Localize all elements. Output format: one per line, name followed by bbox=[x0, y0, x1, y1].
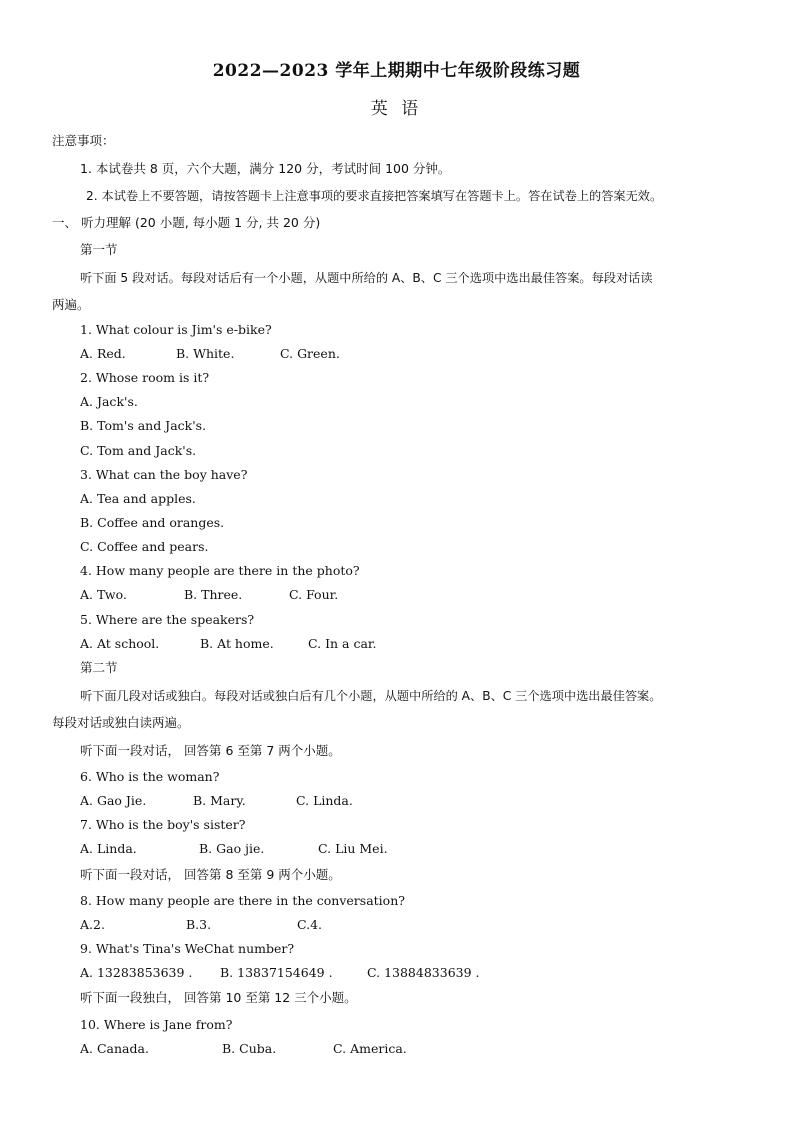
question-6-option-a: A. Gao Jie. bbox=[80, 793, 147, 808]
question-5-option-c: C. In a car. bbox=[308, 636, 377, 651]
group-1-instruction: 听下面一段对话， 回答第 6 至第 7 两个小题。 bbox=[80, 743, 341, 758]
question-2-option-b: B. Tom's and Jack's. bbox=[80, 418, 207, 433]
question-1-option-a: A. Red. bbox=[80, 346, 126, 361]
question-10-option-c: C. America. bbox=[333, 1041, 407, 1056]
question-1-option-c: C. Green. bbox=[280, 346, 340, 361]
question-3-option-b: B. Coffee and oranges. bbox=[80, 515, 225, 530]
question-5-option-a: A. At school. bbox=[80, 636, 160, 651]
notice-item-1: 1. 本试卷共 8 页，六个大题，满分 120 分，考试时间 100 分钟。 bbox=[80, 161, 451, 176]
question-10-option-b: B. Cuba. bbox=[222, 1041, 277, 1056]
question-9-option-a: A. 13283853639 . bbox=[80, 965, 193, 980]
question-7-stem: 7. Who is the boy's sister? bbox=[80, 817, 246, 832]
question-1-option-b: B. White. bbox=[176, 346, 235, 361]
question-1-stem: 1. What colour is Jim's e-bike? bbox=[80, 322, 272, 337]
question-10-option-a: A. Canada. bbox=[80, 1041, 149, 1056]
question-7-option-c: C. Liu Mei. bbox=[318, 841, 388, 856]
question-5-option-b: B. At home. bbox=[200, 636, 274, 651]
question-8-stem: 8. How many people are there in the conversation? bbox=[80, 893, 405, 908]
question-7-option-b: B. Gao jie. bbox=[199, 841, 265, 856]
section1-label: 第一节 bbox=[80, 242, 118, 257]
question-3-option-c: C. Coffee and pears. bbox=[80, 539, 209, 554]
question-4-option-a: A. Two. bbox=[80, 587, 127, 602]
part1-heading: 一、 听力理解 (20 小题, 每小题 1 分, 共 20 分) bbox=[52, 215, 321, 230]
question-3-option-a: A. Tea and apples. bbox=[80, 491, 196, 506]
question-6-option-b: B. Mary. bbox=[193, 793, 246, 808]
question-2-option-a: A. Jack's. bbox=[80, 394, 138, 409]
section2-instruction-line1: 听下面几段对话或独白。每段对话或独白后有几个小题，从题中所给的 A、B、C 三个选项中选出最佳答案。 bbox=[80, 689, 662, 703]
question-8-option-c: C.4. bbox=[297, 917, 323, 932]
question-8-option-b: B.3. bbox=[186, 917, 212, 932]
notice-label: 注意事项： bbox=[52, 133, 115, 148]
section2-label: 第二节 bbox=[80, 660, 118, 675]
question-9-stem: 9. What's Tina's WeChat number? bbox=[80, 941, 295, 956]
question-2-stem: 2. Whose room is it? bbox=[80, 370, 210, 385]
question-4-option-b: B. Three. bbox=[184, 587, 243, 602]
question-6-option-c: C. Linda. bbox=[296, 793, 353, 808]
exam-title: 2022—2023 学年上期期中七年级阶段练习题 bbox=[212, 61, 581, 81]
section1-instruction-line2: 两遍。 bbox=[52, 297, 90, 312]
question-2-option-c: C. Tom and Jack's. bbox=[80, 443, 197, 458]
question-9-option-c: C. 13884833639 . bbox=[367, 965, 480, 980]
question-4-option-c: C. Four. bbox=[289, 587, 339, 602]
question-7-option-a: A. Linda. bbox=[80, 841, 137, 856]
question-10-stem: 10. Where is Jane from? bbox=[80, 1017, 233, 1032]
question-5-stem: 5. Where are the speakers? bbox=[80, 612, 255, 627]
question-3-stem: 3. What can the boy have? bbox=[80, 467, 248, 482]
group-3-instruction: 听下面一段独白， 回答第 10 至第 12 三个小题。 bbox=[80, 990, 357, 1005]
notice-item-2: 2. 本试卷上不要答题，请按答题卡上注意事项的要求直接把答案填写在答题卡上。答在试卷上的答案无效。 bbox=[86, 189, 663, 203]
question-9-option-b: B. 13837154649 . bbox=[220, 965, 333, 980]
section1-instruction-line1: 听下面 5 段对话。每段对话后有一个小题，从题中所给的 A、B、C 三个选项中选出最佳答案。每段对话读 bbox=[80, 271, 653, 285]
section2-instruction-line2: 每段对话或独白读两遍。 bbox=[52, 715, 190, 730]
exam-subject: 英 语 bbox=[370, 99, 423, 119]
question-6-stem: 6. Who is the woman? bbox=[80, 769, 220, 784]
question-8-option-a: A.2. bbox=[80, 917, 105, 932]
question-4-stem: 4. How many people are there in the photo? bbox=[80, 563, 360, 578]
group-2-instruction: 听下面一段对话， 回答第 8 至第 9 两个小题。 bbox=[80, 867, 341, 882]
